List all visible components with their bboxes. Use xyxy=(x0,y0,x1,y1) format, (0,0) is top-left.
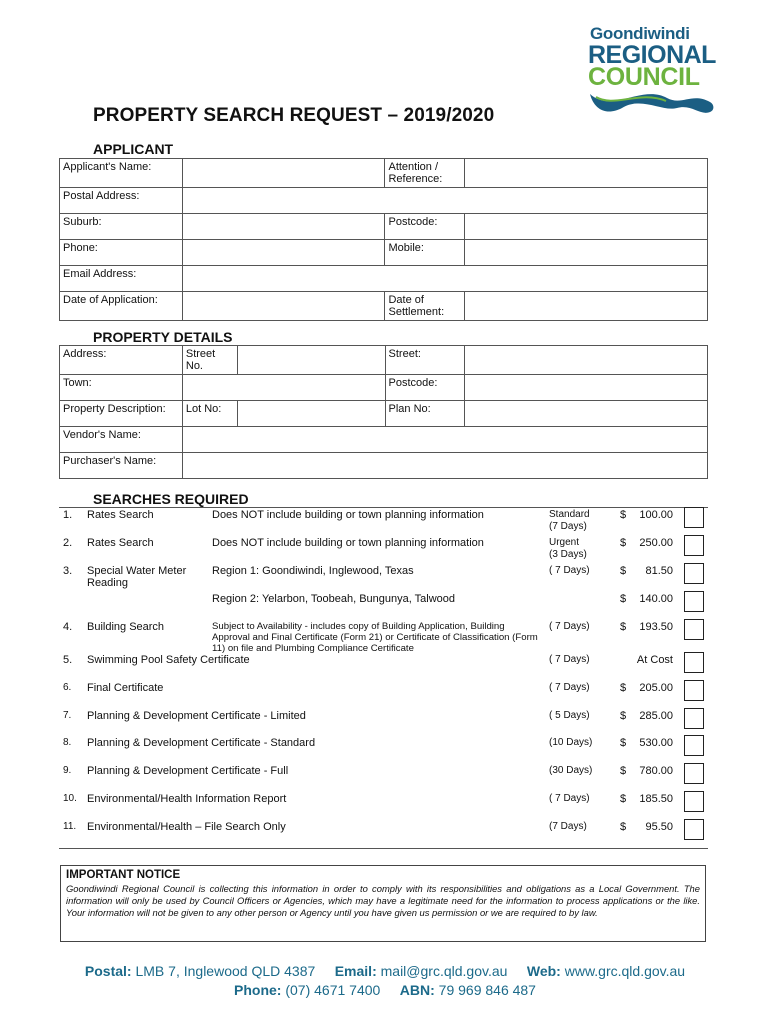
footer-line-2 xyxy=(0,982,770,998)
lot-label: Lot No: xyxy=(182,401,237,427)
page-title: PROPERTY SEARCH REQUEST – 2019/2020 xyxy=(93,105,495,126)
search-description: Does NOT include building or town planning information xyxy=(212,537,484,549)
dollar-sign: $ xyxy=(620,821,627,833)
dollar-sign: $ xyxy=(620,593,627,605)
search-number: 5. xyxy=(63,654,73,666)
search-name: Rates Search xyxy=(87,509,154,521)
search-name: Environmental/Health Information Report xyxy=(87,793,287,805)
email-field[interactable] xyxy=(182,266,707,292)
address-label: Address: xyxy=(60,346,183,375)
searches-bottom-rule xyxy=(59,848,708,849)
footer-abn: 79 969 846 487 xyxy=(438,982,536,998)
search-select-checkbox[interactable] xyxy=(684,507,704,528)
property-postcode-field[interactable] xyxy=(465,375,708,401)
search-price: 193.50 xyxy=(639,621,673,633)
search-price: 81.50 xyxy=(645,565,673,577)
vendor-field[interactable] xyxy=(182,427,707,453)
street-field[interactable] xyxy=(465,346,708,375)
search-name: Environmental/Health – File Search Only xyxy=(87,821,286,833)
date-application-label: Date of Application: xyxy=(60,292,183,321)
search-select-checkbox[interactable] xyxy=(684,619,704,640)
dollar-sign: $ xyxy=(620,565,627,577)
street-no-label: Street No. xyxy=(182,346,237,375)
search-name: Final Certificate xyxy=(87,682,164,694)
footer-postal-label: Postal: xyxy=(84,963,132,979)
search-turnaround: ( 7 Days) xyxy=(549,793,590,804)
property-postcode-label: Postcode: xyxy=(385,375,465,401)
search-turnaround: ( 7 Days) xyxy=(549,621,590,632)
search-number: 6. xyxy=(63,682,72,693)
street-no-field[interactable] xyxy=(237,346,385,375)
property-description-label: Property Description: xyxy=(60,401,183,427)
footer-abn-label: ABN: xyxy=(399,982,435,998)
search-number: 8. xyxy=(63,737,72,748)
dollar-sign: $ xyxy=(620,621,627,633)
search-price: 100.00 xyxy=(639,509,673,521)
plan-field[interactable] xyxy=(465,401,708,427)
applicant-table xyxy=(59,158,708,321)
search-description: Region 2: Yelarbon, Toobeah, Bungunya, Talwood xyxy=(212,593,456,605)
council-logo xyxy=(582,24,722,116)
postcode-label: Postcode: xyxy=(385,214,465,240)
dollar-sign: $ xyxy=(620,509,627,521)
search-select-checkbox[interactable] xyxy=(684,708,704,729)
suburb-label: Suburb: xyxy=(60,214,183,240)
search-select-checkbox[interactable] xyxy=(684,735,704,756)
footer-line-1 xyxy=(0,963,770,979)
search-number: 10. xyxy=(63,793,77,804)
plan-label: Plan No: xyxy=(385,401,465,427)
search-name: Planning & Development Certificate - Standard xyxy=(87,737,316,749)
mobile-field[interactable] xyxy=(465,240,708,266)
search-select-checkbox[interactable] xyxy=(684,791,704,812)
attention-field[interactable] xyxy=(465,159,708,188)
search-name: Planning & Development Certificate - Full xyxy=(87,765,289,777)
search-turnaround: ( 7 Days) xyxy=(549,654,590,665)
search-name: Swimming Pool Safety Certificate xyxy=(87,654,250,666)
search-price: 140.00 xyxy=(639,593,673,605)
important-notice xyxy=(60,865,706,942)
search-number: 1. xyxy=(63,509,73,521)
dollar-sign: $ xyxy=(620,793,627,805)
dollar-sign: $ xyxy=(620,710,627,722)
property-heading: PROPERTY DETAILS xyxy=(93,329,233,345)
dollar-sign: $ xyxy=(620,537,627,549)
footer-web-label: Web: xyxy=(526,963,561,979)
search-turnaround: ( 7 Days) xyxy=(549,565,590,576)
search-turnaround: ( 5 Days) xyxy=(549,710,590,721)
search-select-checkbox[interactable] xyxy=(684,563,704,584)
postal-address-label: Postal Address: xyxy=(60,188,183,214)
date-settlement-field[interactable] xyxy=(465,292,708,321)
town-field[interactable] xyxy=(182,375,385,401)
search-number: 4. xyxy=(63,621,73,633)
logo-line-1: Goondiwindi xyxy=(590,24,690,43)
postcode-field[interactable] xyxy=(465,214,708,240)
search-turnaround: (10 Days) xyxy=(549,737,593,748)
search-turnaround: ( 7 Days) xyxy=(549,682,590,693)
footer-phone-label: Phone: xyxy=(234,982,282,998)
vendor-label: Vendor's Name: xyxy=(60,427,183,453)
search-name: Planning & Development Certificate - Limited xyxy=(87,710,306,722)
footer-postal: LMB 7, Inglewood QLD 4387 xyxy=(135,963,316,979)
applicant-name-label: Applicant's Name: xyxy=(60,159,183,188)
town-label: Town: xyxy=(60,375,183,401)
search-price: 780.00 xyxy=(639,765,673,777)
search-price: 530.00 xyxy=(639,737,673,749)
search-turnaround: Urgent (3 Days) xyxy=(549,537,587,560)
search-name: Building Search xyxy=(87,621,165,633)
search-turnaround: (7 Days) xyxy=(549,821,587,832)
purchaser-field[interactable] xyxy=(182,453,707,479)
search-name: Rates Search xyxy=(87,537,154,549)
mobile-label: Mobile: xyxy=(385,240,465,266)
dollar-sign: $ xyxy=(620,682,627,694)
phone-label: Phone: xyxy=(60,240,183,266)
attention-label: Attention / Reference: xyxy=(385,159,465,188)
suburb-field[interactable] xyxy=(182,214,385,240)
search-select-checkbox[interactable] xyxy=(684,652,704,673)
search-description: Region 1: Goondiwindi, Inglewood, Texas xyxy=(212,565,414,577)
search-select-checkbox[interactable] xyxy=(684,680,704,701)
footer-email-link[interactable]: mail@grc.qld.gov.au xyxy=(380,963,508,979)
searches-top-rule xyxy=(59,507,708,508)
search-number: 2. xyxy=(63,537,73,549)
street-label: Street: xyxy=(385,346,465,375)
date-application-field[interactable] xyxy=(182,292,385,321)
search-name: Special Water Meter Reading xyxy=(87,565,187,589)
search-select-checkbox[interactable] xyxy=(684,763,704,784)
footer-phone: (07) 4671 7400 xyxy=(285,982,381,998)
search-description: Subject to Availability - includes copy of Building Application, Building Approval and Final Certificate (Form 21) or Certificate of Classification (Form 11) on file and Plumbing Compliance Certificate xyxy=(212,621,538,654)
dollar-sign: $ xyxy=(620,765,627,777)
search-number: 3. xyxy=(63,565,73,577)
lot-field[interactable] xyxy=(237,401,385,427)
applicant-name-field[interactable] xyxy=(182,159,385,188)
search-number: 7. xyxy=(63,710,72,721)
property-table xyxy=(59,345,708,479)
search-select-checkbox[interactable] xyxy=(684,591,704,612)
footer-email-label: Email: xyxy=(334,963,377,979)
searches-heading: SEARCHES REQUIRED xyxy=(93,491,249,507)
applicant-heading: APPLICANT xyxy=(93,141,174,157)
search-price: 285.00 xyxy=(639,710,673,722)
purchaser-label: Purchaser's Name: xyxy=(60,453,183,479)
logo-line-3: COUNCIL xyxy=(588,63,700,91)
search-turnaround: Standard (7 Days) xyxy=(549,509,590,532)
search-price: 185.50 xyxy=(639,793,673,805)
search-select-checkbox[interactable] xyxy=(684,535,704,556)
notice-text: Goondiwindi Regional Council is collecting this information in order to comply with its responsibilities and obligations as a Local Government. The information will only be used by Council Officers or Agencies, which may have a legitimate need for the information to process applications or the like. Your information will not be given to any other person or Agency until you have given us permission or we are required to by law. xyxy=(66,883,700,918)
phone-field[interactable] xyxy=(182,240,385,266)
logo-line-2: REGIONAL xyxy=(588,41,716,69)
email-label: Email Address: xyxy=(60,266,183,292)
search-price: 95.50 xyxy=(645,821,673,833)
search-price: 205.00 xyxy=(639,682,673,694)
date-settlement-label: Date of Settlement: xyxy=(385,292,465,321)
footer-web-link[interactable]: www.grc.qld.gov.au xyxy=(564,963,686,979)
search-price: 250.00 xyxy=(639,537,673,549)
postal-address-field[interactable] xyxy=(182,188,707,214)
search-number: 9. xyxy=(63,765,72,776)
search-select-checkbox[interactable] xyxy=(684,819,704,840)
search-price: At Cost xyxy=(636,654,673,666)
dollar-sign: $ xyxy=(620,737,627,749)
search-number: 11. xyxy=(63,821,77,832)
search-turnaround: (30 Days) xyxy=(549,765,593,776)
notice-heading: IMPORTANT NOTICE xyxy=(66,869,181,881)
search-description: Does NOT include building or town planning information xyxy=(212,509,484,521)
